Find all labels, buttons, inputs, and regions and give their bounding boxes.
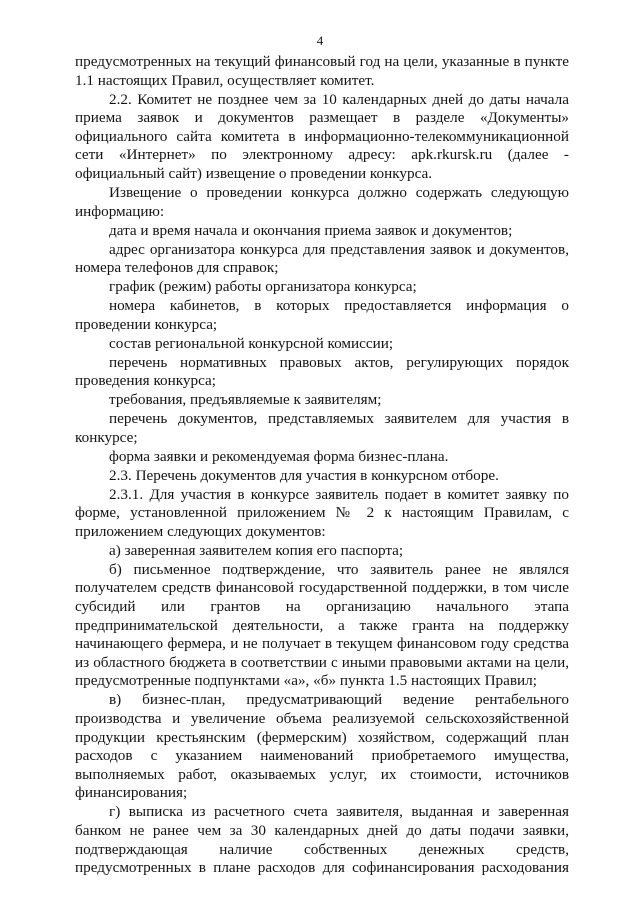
paragraph-p15: б) письменное подтверждение, что заявитель ранее не являлся получателем средств финансовой государственной поддержки, в том числе субсидий или грантов на организацию начального этапа предпринимательской деятельности, а также гранта на поддержку начинающего фермера, и не получает в текущем финансовом году средства из областного бюджета в соответствии с иными правовыми актами на цели, предусмотренные подпунктами «а», «б» пункта 1.5 настоящих Правил;: [75, 560, 569, 690]
paragraph-p11: форма заявки и рекомендуемая форма бизнес-плана.: [109, 447, 449, 465]
paragraph-p6: номера кабинетов, в которых предоставляется информация о проведении конкурса;: [75, 297, 569, 333]
paragraph-p7: состав региональной конкурсной комиссии;: [109, 334, 394, 352]
paragraph-p8: перечень нормативных правовых актов, регулирующих порядок проведения конкурса;: [75, 353, 569, 390]
paragraph-p4: адрес организатора конкурса для представления заявок и документов, номера телефонов для справок;: [75, 240, 569, 277]
paragraph-p1: 2.2. Комитет не позднее чем за 10 календарных дней до даты начала приема заявок и документов размещает в разделе «Документы» официального сайта комитета в информационно-телекоммуникационной сети «Интернет» по электронному адресу: apk.rkursk.ru (далее - официальный сайт) извещение о проведении конкурса.: [75, 90, 569, 182]
paragraph-p16: в) бизнес-план, предусматривающий ведение рентабельного производства и увеличение объема реализуемой сельскохозяйственной продукции крестьянским (фермерским) хозяйством, содержащий план расходов с указанием наименований приобретаемого имущества, выполняемых работ, оказываемых услуг, их стоимости, источников финансирования;: [75, 691, 569, 802]
paragraph-p0: предусмотренных на текущий финансовый год на цели, указанные в пункте 1.1 настоящих Правил, осуществляет комитет.: [75, 53, 569, 89]
paragraph-p9: требования, предъявляемые к заявителям;: [109, 391, 382, 409]
paragraph-p5: график (режим) работы организатора конкурса;: [109, 278, 417, 296]
paragraph-p10: перечень документов, представляемых заявителем для участия в конкурсе;: [75, 410, 569, 446]
page-number: 4: [316, 33, 324, 48]
paragraph-p14: а) заверенная заявителем копия его паспорта;: [109, 541, 404, 559]
paragraph-p3: дата и время начала и окончания приема заявок и документов;: [109, 221, 513, 239]
document-body: [75, 53, 569, 878]
paragraph-p13: 2.3.1. Для участия в конкурсе заявитель подает в комитет заявку по форме, установленной приложением № 2 к настоящим Правилам, с приложением следующих документов:: [75, 485, 569, 540]
paragraph-p2: Извещение о проведении конкурса должно содержать следующую информацию:: [75, 183, 569, 220]
paragraph-p12: 2.3. Перечень документов для участия в конкурсном отборе.: [109, 466, 499, 484]
paragraph-p17: г) выписка из расчетного счета заявителя, выданная и заверенная банком не ранее чем за 30 календарных дней до даты подачи заявки, подтверждающая наличие собственных денежных средств, предусмотренных в плане расходов для софинансирования расходования: [75, 803, 569, 877]
